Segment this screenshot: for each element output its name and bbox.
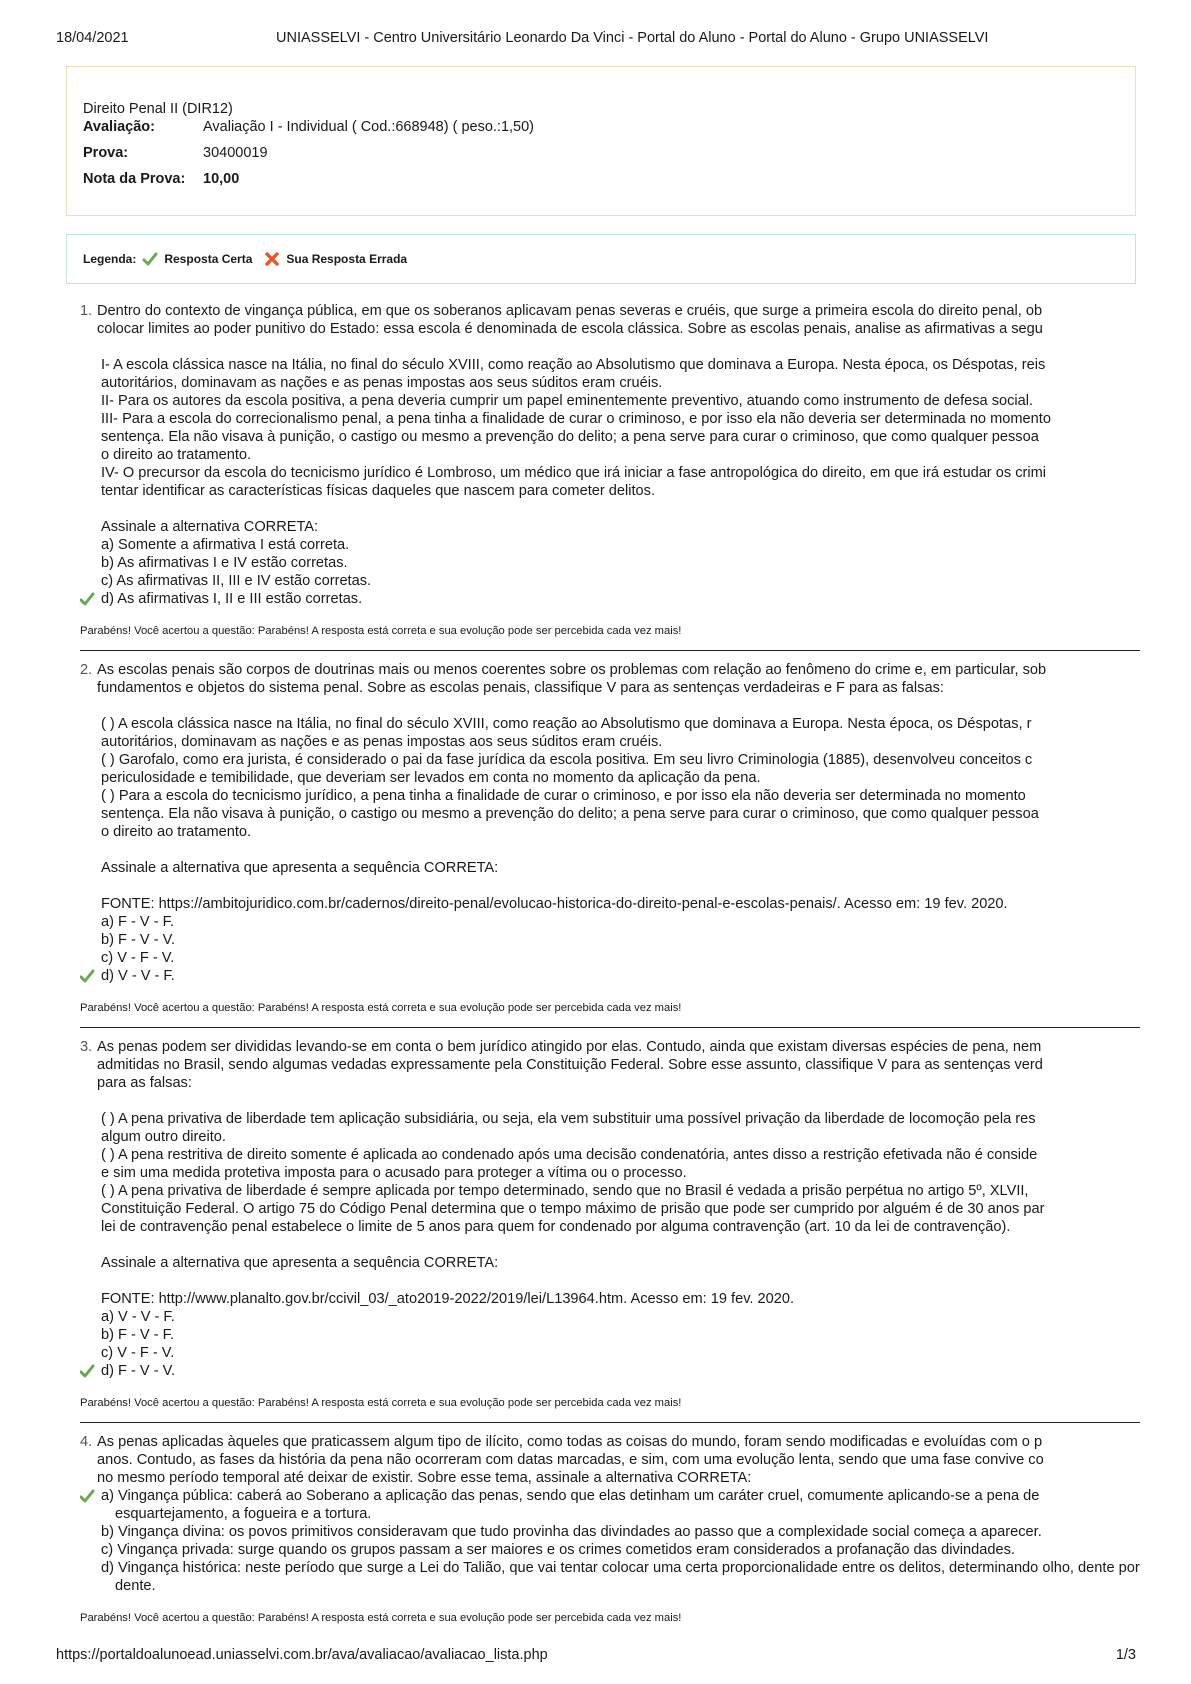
question-prompt: Assinale a alternativa CORRETA:	[101, 519, 319, 535]
legend-label: Legenda:	[83, 252, 137, 266]
question-number: 3.	[80, 1039, 93, 1055]
question-number: 1.	[80, 303, 93, 319]
alternative-text: b) Vingança divina: os povos primitivos consideravam que tudo provinha das divindades ao passo que a complexidade social começa a aparecer.	[101, 1524, 1042, 1540]
question-feedback: Parabéns! Você acertou a questão: Parabéns! A resposta está correta e sua evolução pode ser percebida cada vez mais!	[80, 1612, 682, 1624]
alternative-item	[101, 1523, 1140, 1541]
question-text: As escolas penais são corpos de doutrinas mais ou menos coerentes sobre os problemas com relação ao fenômeno do crime e, em particular, sob fundamentos e objetos do sistema penal. Sobre as escolas penais, classifique V para as sentenças verdadeiras e F para as falsas:	[97, 662, 1047, 696]
alternative-item	[101, 1326, 1140, 1344]
print-url: https://portaldoalunoead.uniasselvi.com.br/ava/avaliacao/avaliacao_lista.php	[56, 1647, 548, 1663]
alternative-text: d) As afirmativas I, II e III estão corretas.	[101, 591, 363, 607]
alternative-text: a) V - V - F.	[101, 1309, 175, 1325]
alternative-item	[101, 554, 1140, 572]
question-body: I- A escola clássica nasce na Itália, no final do século XVIII, como reação ao Absolutismo que dominava a Europa. Nesta época, os Déspotas, reis autoritários, dominavam as nações e as penas impostas aos seus súditos eram cruéis. II- Para os autores da escola positiva, a pena deveria cumprir um papel eminentemente preventivo, atuando como instrumento de defesa social. III- Para a escola do correcionalismo penal, a pena tinha a finalidade de curar o criminoso, e por isso ela não deveria ser determinada no momento sentença. Ela não visava à punição, o castigo ou mesmo a prevenção do delito; a pena serve para curar o criminoso, que como qualquer pessoa o direito ao tratamento. IV- O precursor da escola do tecnicismo jurídico é Lombroso, um médico que irá iniciar a fase antropológica do direito, em que irá estudar os crimi tentar identificar as características físicas daqueles que nascem para cometer delitos.	[101, 357, 1051, 499]
question-statement	[80, 302, 1140, 338]
questions-list	[80, 302, 1140, 1647]
alternative-text: c) V - F - V.	[101, 950, 175, 966]
nota-value: 10,00	[203, 171, 240, 187]
alternative-text: d) Vingança histórica: neste período que surge a Lei do Talião, que vai tentar colocar uma certa proporcionalidade entre os delitos, determinando olho, dente por dente.	[101, 1560, 1140, 1594]
alternative-text: b) F - V - F.	[101, 1327, 174, 1343]
alternative-item	[101, 590, 1140, 608]
check-icon	[80, 1364, 95, 1378]
alternative-item	[101, 967, 1140, 985]
alternative-item	[101, 536, 1140, 554]
check-icon	[80, 969, 95, 983]
question-prompt: Assinale a alternativa que apresenta a sequência CORRETA:	[101, 860, 499, 876]
alternative-text: b) As afirmativas I e IV estão corretas.	[101, 555, 348, 571]
question-feedback: Parabéns! Você acertou a questão: Parabéns! A resposta está correta e sua evolução pode ser percebida cada vez mais!	[80, 622, 1140, 651]
alternative-item	[101, 1362, 1140, 1380]
question-3	[80, 1038, 1140, 1423]
legend-correct: Resposta Certa	[164, 252, 253, 266]
legend-card	[66, 234, 1136, 284]
question-text: Dentro do contexto de vingança pública, em que os soberanos aplicavam penas severas e cruéis, que surge a primeira escola do direito penal, ob colocar limites ao poder punitivo do Estado: essa escola é denominada de escola clássica. Sobre as escolas penais, analise as afirmativas a segu	[97, 303, 1043, 337]
alternative-item	[101, 949, 1140, 967]
alternative-text: a) F - V - F.	[101, 914, 174, 930]
question-statement	[80, 1433, 1140, 1487]
question-number: 2.	[80, 662, 93, 678]
prova-row	[83, 145, 1119, 171]
question-prompt: Assinale a alternativa que apresenta a sequência CORRETA:	[101, 1255, 499, 1271]
alternative-text: a) Vingança pública: caberá ao Soberano a aplicação das penas, sendo que elas detinham um caráter cruel, comumente aplicando-se a pena de esquartejamento, a fogueira e a tortura.	[101, 1488, 1040, 1522]
question-text: As penas podem ser divididas levando-se em conta o bem jurídico atingido por elas. Contudo, ainda que existam diversas espécies de pena, nem admitidas no Brasil, sendo algumas vedadas expressamente pela Constituição Federal. Sobre esse assunto, classifique V para as sentenças verd para as falsas:	[97, 1039, 1043, 1091]
alternative-text: d) V - V - F.	[101, 968, 175, 984]
question-feedback: Parabéns! Você acertou a questão: Parabéns! A resposta está correta e sua evolução pode ser percebida cada vez mais!	[80, 1394, 1140, 1423]
alternatives-list	[80, 913, 1140, 985]
question-source: FONTE: http://www.planalto.gov.br/ccivil_03/_ato2019-2022/2019/lei/L13964.htm. Acesso em: 19 fev. 2020.	[101, 1291, 795, 1307]
alternative-item	[101, 1541, 1140, 1559]
question-statement	[80, 661, 1140, 697]
question-number: 4.	[80, 1434, 93, 1450]
course-name: Direito Penal II (DIR12)	[83, 101, 233, 117]
check-icon	[80, 592, 95, 606]
alternative-item	[101, 1344, 1140, 1362]
print-page-title: UNIASSELVI - Centro Universitário Leonardo Da Vinci - Portal do Aluno - Portal do Aluno - Grupo UNIASSELVI	[276, 30, 989, 46]
check-icon	[142, 251, 158, 267]
avaliacao-label: Avaliação:	[83, 119, 155, 135]
prova-label: Prova:	[83, 145, 129, 161]
alternative-text: a) Somente a afirmativa I está correta.	[101, 537, 350, 553]
question-4	[80, 1433, 1140, 1637]
alternative-text: d) F - V - V.	[101, 1363, 176, 1379]
prova-value: 30400019	[203, 145, 268, 161]
question-feedback: Parabéns! Você acertou a questão: Parabéns! A resposta está correta e sua evolução pode ser percebida cada vez mais!	[80, 999, 1140, 1028]
nota-row	[83, 171, 1119, 197]
alternatives-list	[80, 1308, 1140, 1380]
alternative-item	[101, 913, 1140, 931]
alternative-item	[101, 1308, 1140, 1326]
question-1	[80, 302, 1140, 651]
alternative-item	[101, 931, 1140, 949]
nota-label: Nota da Prova:	[83, 171, 186, 187]
question-2	[80, 661, 1140, 1028]
alternatives-list	[80, 1487, 1140, 1595]
avaliacao-row	[83, 119, 1119, 145]
exam-info-card	[66, 66, 1136, 216]
print-date: 18/04/2021	[56, 30, 129, 46]
alternative-text: c) V - F - V.	[101, 1345, 175, 1361]
question-statement	[80, 1038, 1140, 1092]
question-source: FONTE: https://ambitojuridico.com.br/cadernos/direito-penal/evolucao-historica-do-direito-penal-e-escolas-penais/. Acesso em: 19 fev. 2020.	[101, 896, 1008, 912]
check-icon	[80, 1489, 95, 1503]
alternative-item	[101, 1559, 1140, 1595]
alternative-item	[101, 1487, 1140, 1523]
alternative-item	[101, 572, 1140, 590]
alternatives-list	[80, 536, 1140, 608]
avaliacao-value: Avaliação I - Individual ( Cod.:668948) ( peso.:1,50)	[203, 119, 535, 135]
alternative-text: c) Vingança privada: surge quando os grupos passam a ser maiores e os crimes cometidos eram considerados a profanação das divindades.	[101, 1542, 1015, 1558]
legend-wrong: Sua Resposta Errada	[286, 252, 408, 266]
cross-icon	[264, 251, 280, 267]
question-text: As penas aplicadas àqueles que praticassem algum tipo de ilícito, como todas as coisas do mundo, foram sendo modificadas e evoluídas com o p anos. Contudo, as fases da história da pena não ocorreram com datas marcadas, e sim, com uma evolução lenta, sendo que uma fase convive co no mesmo período temporal até deixar de existir. Sobre esse tema, assinale a alternativa CORRETA:	[97, 1434, 1044, 1486]
alternative-text: b) F - V - V.	[101, 932, 176, 948]
page-number: 1/3	[1115, 1647, 1136, 1663]
question-body: ( ) A escola clássica nasce na Itália, no final do século XVIII, como reação ao Absolutismo que dominava a Europa. Nesta época, os Déspotas, r autoritários, dominavam as nações e as penas impostas aos seus súditos eram cruéis. ( ) Garofalo, como era jurista, é considerado o pai da fase jurídica da escola positiva. Em seu livro Criminologia (1885), desenvolveu conceitos c periculosidade e temibilidade, que deveriam ser levados em conta no momento da aplicação da pena. ( ) Para a escola do tecnicismo jurídico, a pena tinha a finalidade de curar o criminoso, e por isso ela não deveria ser determinada no momento sentença. Ela não visava à punição, o castigo ou mesmo a prevenção do delito; a pena serve para curar o criminoso, que como qualquer pessoa o direito ao tratamento.	[101, 716, 1039, 840]
question-body: ( ) A pena privativa de liberdade tem aplicação subsidiária, ou seja, ela vem substituir uma possível privação da liberdade de locomoção pela res algum outro direito. ( ) A pena restritiva de direito somente é aplicada ao condenado após uma decisão condenatória, antes disso a restrição efetivada não é conside e sim uma medida protetiva imposta para o acusado para proteger a vítima ou o processo. ( ) A pena privativa de liberdade é sempre aplicada por tempo determinado, sendo que no Brasil é vedada a prisão perpétua no artigo 5º, XLVII, Constituição Federal. O artigo 75 do Código Penal determina que o tempo máximo de prisão que pode ser cumprido por alguém é de 30 anos par lei de contravenção penal estabelece o limite de 5 anos para quem for condenado por alguma contravenção (art. 10 da lei de contravenção).	[101, 1111, 1045, 1235]
alternative-text: c) As afirmativas II, III e IV estão corretas.	[101, 573, 372, 589]
